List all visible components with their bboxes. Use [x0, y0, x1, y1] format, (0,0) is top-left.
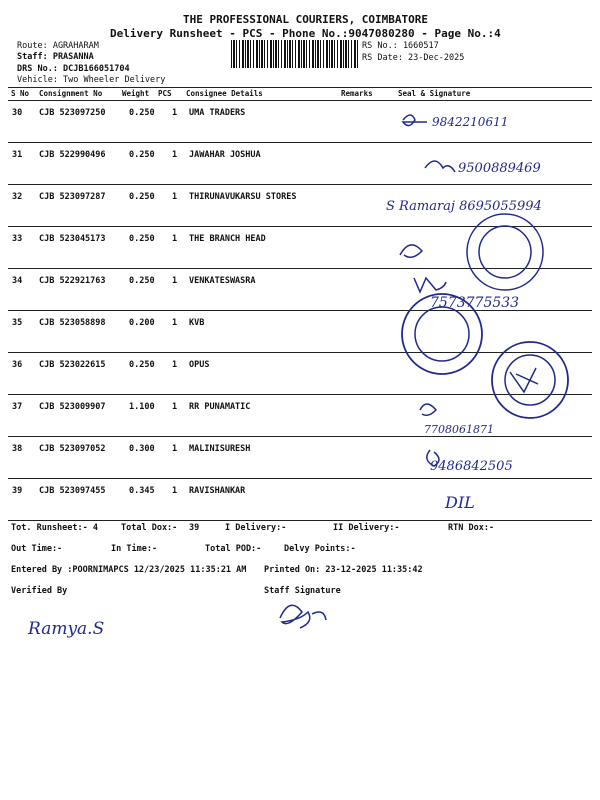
row-sno: 35 — [12, 318, 23, 328]
row-weight: 0.250 — [129, 150, 155, 160]
row-consignment: CJB 523009907 — [39, 402, 106, 412]
row-pcs: 1 — [172, 318, 178, 328]
row-consignment: CJB 523097052 — [39, 444, 106, 454]
row-pcs: 1 — [172, 150, 178, 160]
row-consignment: CJB 523097455 — [39, 486, 106, 496]
in-time: In Time:- — [111, 544, 158, 554]
row-consignee: RAVISHANKAR — [189, 486, 246, 496]
row-pcs: 1 — [172, 108, 178, 118]
signature-mark-37 — [420, 404, 436, 415]
row-consignment: CJB 523022615 — [39, 360, 106, 370]
handwritten-phone-37: 7708061871 — [424, 423, 494, 436]
total-dox-value: 39 — [189, 523, 200, 533]
row-consignee: JAWAHAR JOSHUA — [189, 150, 261, 160]
row-pcs: 1 — [172, 402, 178, 412]
row-consignee: THE BRANCH HEAD — [189, 234, 266, 244]
row-pcs: 1 — [172, 234, 178, 244]
col-remarks: Remarks — [341, 89, 373, 98]
row-consignee: UMA TRADERS — [189, 108, 246, 118]
total-dox-label: Total Dox:- — [121, 523, 178, 533]
row-consignment: CJB 523058898 — [39, 318, 106, 328]
row-consignment: CJB 522921763 — [39, 276, 106, 286]
row-consignee: OPUS — [189, 360, 210, 370]
printed-on: Printed On: 23-12-2025 11:35:42 — [264, 565, 423, 575]
row-consignment: CJB 523097250 — [39, 108, 106, 118]
route: Route: AGRAHARAM — [17, 41, 99, 51]
handwritten-dil: DIL — [445, 493, 475, 512]
staff-signature-mark — [280, 605, 326, 628]
row-consignment: CJB 523045173 — [39, 234, 106, 244]
col-consignment: Consignment No — [39, 89, 103, 98]
rs-number: RS No.: 1660517 — [362, 41, 439, 51]
row-weight: 0.300 — [129, 444, 155, 454]
out-time: Out Time:- — [11, 544, 63, 554]
signature-mark-30 — [403, 115, 427, 126]
row-sno: 38 — [12, 444, 23, 454]
col-sno: S No — [11, 89, 30, 98]
row-sno: 34 — [12, 276, 23, 286]
delvy-points: Delvy Points:- — [284, 544, 356, 554]
row-pcs: 1 — [172, 192, 178, 202]
row-weight: 1.100 — [129, 402, 155, 412]
handwritten-phone-34: 7573775533 — [430, 295, 520, 311]
row-weight: 0.250 — [129, 276, 155, 286]
row-weight: 0.250 — [129, 192, 155, 202]
row-consignee: MALINISURESH — [189, 444, 251, 454]
staff-signature-label: Staff Signature — [264, 586, 341, 596]
row-sno: 30 — [12, 108, 23, 118]
row-consignment: CJB 522990496 — [39, 150, 106, 160]
row-weight: 0.250 — [129, 234, 155, 244]
row-consignee: THIRUNAVUKARSU STORES — [189, 192, 297, 202]
rs-date: RS Date: 23-Dec-2025 — [362, 53, 465, 63]
row-pcs: 1 — [172, 360, 178, 370]
row-sno: 36 — [12, 360, 23, 370]
total-pod: Total POD:- — [205, 544, 262, 554]
handwritten-phone-32: S Ramaraj 8695055994 — [386, 199, 542, 214]
signature-mark-33 — [400, 245, 422, 257]
row-consignment: CJB 523097287 — [39, 192, 106, 202]
row-pcs: 1 — [172, 276, 178, 286]
verified-signature: Ramya.S — [28, 619, 105, 639]
row-sno: 32 — [12, 192, 23, 202]
row-sno: 37 — [12, 402, 23, 412]
row-pcs: 1 — [172, 486, 178, 496]
company-title: THE PROFESSIONAL COURIERS, COIMBATORE — [183, 13, 429, 26]
row-sno: 33 — [12, 234, 23, 244]
handwritten-phone-38: 9486842505 — [430, 459, 513, 474]
rtn-dox: RTN Dox:- — [448, 523, 495, 533]
row-weight: 0.200 — [129, 318, 155, 328]
col-seal: Seal & Signature — [398, 89, 471, 98]
staff: Staff: PRASANNA — [17, 52, 94, 62]
vehicle: Vehicle: Two Wheeler Delivery — [17, 75, 166, 85]
handwritten-phone-30: 9842210611 — [432, 115, 509, 129]
drs-number: DRS No.: DCJB166051704 — [17, 64, 130, 74]
col-weight: Weight — [122, 89, 150, 98]
tot-runsheet: Tot. Runsheet:- 4 — [11, 523, 98, 533]
row-sno: 39 — [12, 486, 23, 496]
row-weight: 0.345 — [129, 486, 155, 496]
signature-mark-36 — [510, 368, 538, 392]
handwritten-phone-31: 9500889469 — [458, 161, 541, 176]
runsheet-subtitle: Delivery Runsheet - PCS - Phone No.:9047080280 - Page No.:4 — [110, 27, 501, 40]
signature-mark-31 — [425, 161, 455, 172]
i-delivery: I Delivery:- — [225, 523, 287, 533]
row-weight: 0.250 — [129, 360, 155, 370]
row-consignee: VENKATESWASRA — [189, 276, 256, 286]
signature-mark-34 — [414, 278, 446, 292]
col-consignee: Consignee Details — [186, 89, 263, 98]
row-weight: 0.250 — [129, 108, 155, 118]
row-consignee: RR PUNAMATIC — [189, 402, 251, 412]
row-consignee: KVB — [189, 318, 205, 328]
entered-by: Entered By :POORNIMAPCS 12/23/2025 11:35:21 AM — [11, 565, 247, 575]
ii-delivery: II Delivery:- — [333, 523, 400, 533]
row-sno: 31 — [12, 150, 23, 160]
row-pcs: 1 — [172, 444, 178, 454]
verified-by-label: Verified By — [11, 586, 68, 596]
col-pcs: PCS — [158, 89, 172, 98]
